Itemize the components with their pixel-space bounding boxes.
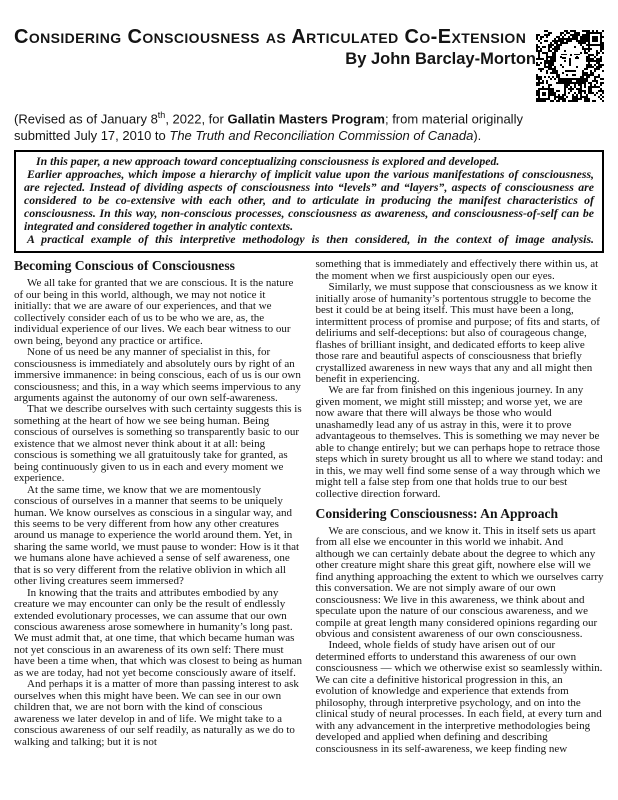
section-heading-2: Considering Consciousness: An Approach [315, 506, 559, 521]
revision-note [14, 110, 544, 144]
paragraph: We are far from finished on this ingenious journey. In any given moment, we might still misstep; and worse yet, we are now aware that there will always be those who would unashamedly lead any of us astray in this, were it to prove advantageous to themselves. This is something we may never be able to change entirely; but we can perhaps hope to retrace those steps which in surety brought us all to where we stand today: and in this, we may well find some sense of a way through which we might tell a false step from one that holds true to our best collective direction forward. [315, 384, 603, 500]
abstract-paragraph: In this paper, a new approach toward conceptualizing consciousness is explored and developed. [36, 153, 500, 168]
paragraph: Indeed, whole fields of study have arisen out of our determined efforts to understand this awareness of our own consciousness — which we otherwise exist so seamlessly within. We can cite a definitive historical progression in this, an evolution of knowledge and experience that extends from philosophy, through interpretive psychology, and on into the clinical study of neural processes. In each field, at every turn and with any advancement in the interpretive methodologies being developed and applied when defining and describing consciousness in its self-awareness, we keep finding new [315, 639, 603, 755]
paragraph: In knowing that the traits and attributes embodied by any creature we may encounter can only be the result of endlessly extended evolutionary processes, we can assume that our own conscious awareness arose somewhere in humanity’s long past. We must admit that, at one time, that which became human was not yet conscious in an awareness of its own self: There must have been a time when, that which was closest to being as human as we are today, had not yet become consciously aware of itself. [14, 586, 303, 679]
abstract-paragraph: A practical example of this interpretive methodology is then considered, in the context of image analysis. [27, 232, 594, 247]
revision-text-part: ). [473, 127, 482, 143]
paragraph: At the same time, we know that we are momentously conscious of ourselves in a manner that seems to be uniquely human. We know ourselves as conscious in a singular way, and this seems to be very different from how any other creatures around us manage to experience the world around them. Yet, in sharing the same world, we must pause to wonder: How is it that we humans alone have achieved a sense of self awareness, one that is so very different from the relative oblivion in which all other living creatures seem immersed? [14, 483, 300, 588]
revision-text-part: , 2022, for [165, 111, 228, 127]
byline: By John Barclay-Morton [345, 50, 536, 68]
paragraph: We are conscious, and we know it. This in itself sets us apart from all else we encounter in this world we inhabit. And although we can certainly debate about the degree to which any other creature might share this great gift, nowhere else will we find anything approaching the extent to which we ourselves carry this conversation. We are not simply aware of our own consciousness: We live in this awareness, we think about and speculate upon the nature of our conscious awareness, and we compile at great length many considered opinions regarding our obvious and consistent awareness of our own consciousness. [315, 524, 604, 641]
revision-text-part: (Revised as of January 8 [14, 111, 158, 127]
paragraph: Similarly, we must suppose that consciousness as we know it initially arose of humanity’s portentous struggle to become the best it could be at being itself. This must have been a long, intermittent process of promise and purpose; of fits and starts, of deliriums and self-deceptions: but also of courageous change, flashes of brilliant insight, and dedicated efforts to keep alive those rare and beautiful aspects of consciousness that briefly crystallized awareness in new ways that any and all might then benefit in experiencing. [315, 281, 600, 386]
paragraph: And perhaps it is a matter of more than passing interest to ask ourselves when this might have been. We can see in our own children that, we are not born with the kind of conscious awareness we later develop in and of life. We might take to a conscious awareness of our self readily, as naturally as we do to walking and talking; but it is not [14, 678, 299, 748]
header [14, 26, 604, 102]
right-column [316, 259, 605, 800]
title-block [14, 26, 536, 68]
section-heading-1: Becoming Conscious of Consciousness [14, 259, 235, 274]
paragraph: None of us need be any manner of specialist in this, for consciousness is immediately and absolutely ours by right of an immersive immanence: in being conscious, each of us is our own consciousness; and this, in a way which seems impervious to any arguments against the autonomy of our own self-awareness. [14, 346, 301, 404]
paragraph: We all take for granted that we are conscious. It is the nature of our being in this world, although, we may not notice it initially: that we are aware of our experiences, and that we collectively consider each of us to be who we are, as, the individual experience of our lives. We each bear witness to our own being, beyond any practice or artifice. [14, 277, 294, 347]
commission-name: The Truth and Reconciliation Commission of Canada [169, 127, 474, 143]
paragraph-continuation: something that is immediately and effectively there within us, at the moment when we first auspiciously open our eyes. [315, 259, 599, 282]
paragraph: That we describe ourselves with such certainty suggests this is something at the heart of how we see being human. Being conscious of ourselves is something so transparently basic to our existence that we almost never think about it at all: being conscious is something we all gratuitously take for granted, as being continuously given to us in each and every moment we experience. [14, 403, 302, 485]
revision-text-part: ; from material originally submitted July 17, 2010 to [14, 111, 523, 143]
revision-superscript: th [157, 110, 166, 120]
abstract-box [14, 150, 604, 254]
qr-portrait-image [536, 30, 604, 102]
program-name: Gallatin Masters Program [227, 111, 385, 127]
abstract-paragraph: Earlier approaches, which impose a hierarchy of implicit value upon the various manifestations of consciousness, are rejected. Instead of dividing aspects of consciousness into “levels” and “layers”, aspects of consciousness are considered to be co-extensive with each other, and to articulate in producing the manifest characteristics of consciousness. In this way, non-conscious processes, consciousness as awareness, and consciousness-of-self can be integrated and considered together in analytic contexts. [24, 166, 594, 234]
page-title: Considering Consciousness as Articulated Co-Extension [14, 26, 527, 48]
article-body [14, 259, 604, 800]
left-column [14, 259, 303, 800]
